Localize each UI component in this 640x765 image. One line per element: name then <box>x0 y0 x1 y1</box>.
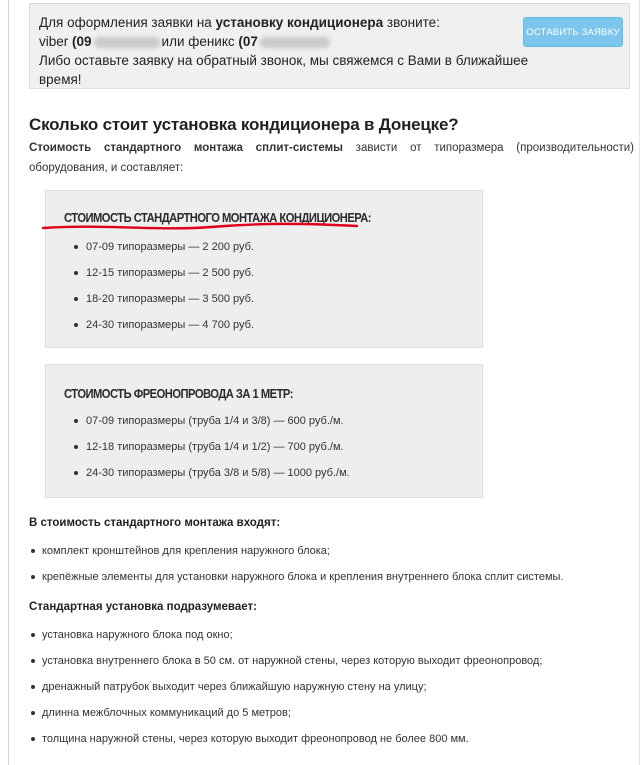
fenix-code: (07 <box>238 34 258 49</box>
list-item: дренажный патрубок выходит через ближайшую наружную стену на улицу; <box>29 677 542 703</box>
list-item: установка наружного блока под окно; <box>29 625 542 651</box>
price-item: 24-30 типоразмеры (труба 3/8 и 5/8) — 1000 руб./м. <box>61 463 350 489</box>
viber-code: (09 <box>72 34 92 49</box>
intro-text: зависти от типоразмера (производительности) оборудования, и составляет: <box>29 142 634 174</box>
fenix-label: или феникс <box>161 34 239 49</box>
redacted-phone-fenix <box>260 37 330 48</box>
redacted-phone-viber <box>94 37 160 48</box>
page-left-border <box>8 0 9 765</box>
list-item: крепёжные элементы для установки наружного блока и крепления внутреннего блока сплит системы. <box>29 567 564 593</box>
price-item: 12-15 типоразмеры — 2 500 руб. <box>61 263 254 289</box>
list-item: установка внутреннего блока в 50 см. от наружной стены, через которую выходит фреонопровод; <box>29 651 542 677</box>
included-list <box>29 541 564 593</box>
page-heading: Сколько стоит установка кондиционера в Донецке? <box>29 115 459 134</box>
freon-price-box <box>45 364 483 498</box>
order-notice <box>29 3 630 89</box>
price-item: 12-18 типоразмеры (труба 1/4 и 1/2) — 700 руб./м. <box>61 437 350 463</box>
list-item: длинна межблочных коммуникаций до 5 метров; <box>29 703 542 729</box>
mounting-price-title: СТОИМОСТЬ СТАНДАРТНОГО МОНТАЖА КОНДИЦИОНЕРА: <box>64 210 372 225</box>
standard-heading: Стандартная установка подразумевает: <box>29 601 257 613</box>
price-item: 24-30 типоразмеры — 4 700 руб. <box>61 315 254 341</box>
price-item: 07-09 типоразмеры — 2 200 руб. <box>61 237 254 263</box>
notice-line-3: Либо оставьте заявку на обратный звонок, мы свяжемся с Вами в ближайшее <box>39 53 529 68</box>
intro-paragraph <box>29 138 634 178</box>
mounting-price-box <box>45 190 483 348</box>
red-annotation-underline <box>41 220 361 234</box>
notice-bold-text: установку кондиционера <box>215 15 384 30</box>
list-item: комплект кронштейнов для крепления наружного блока; <box>29 541 564 567</box>
freon-price-title: СТОИМОСТЬ ФРЕОНОПРОВОДА ЗА 1 МЕТР: <box>64 386 293 401</box>
viber-label: viber <box>39 34 73 49</box>
notice-text: звоните: <box>383 15 440 30</box>
included-heading: В стоимость стандартного монтажа входят: <box>29 517 281 529</box>
mounting-price-list <box>61 237 254 341</box>
leave-request-button[interactable]: ОСТАВИТЬ ЗАЯВКУ <box>523 17 623 47</box>
intro-bold-text: Стоимость стандартного монтажа сплит-системы <box>29 142 343 154</box>
list-item: толщина наружной стены, через которую выходит фреонопровод не более 800 мм. <box>29 729 542 755</box>
standard-list <box>29 625 542 755</box>
price-item: 07-09 типоразмеры (труба 1/4 и 3/8) — 600 руб./м. <box>61 411 350 437</box>
notice-line-4: время! <box>39 72 82 87</box>
notice-text: Для оформления заявки на <box>39 15 216 30</box>
price-item: 18-20 типоразмеры — 3 500 руб. <box>61 289 254 315</box>
freon-price-list <box>61 411 350 489</box>
